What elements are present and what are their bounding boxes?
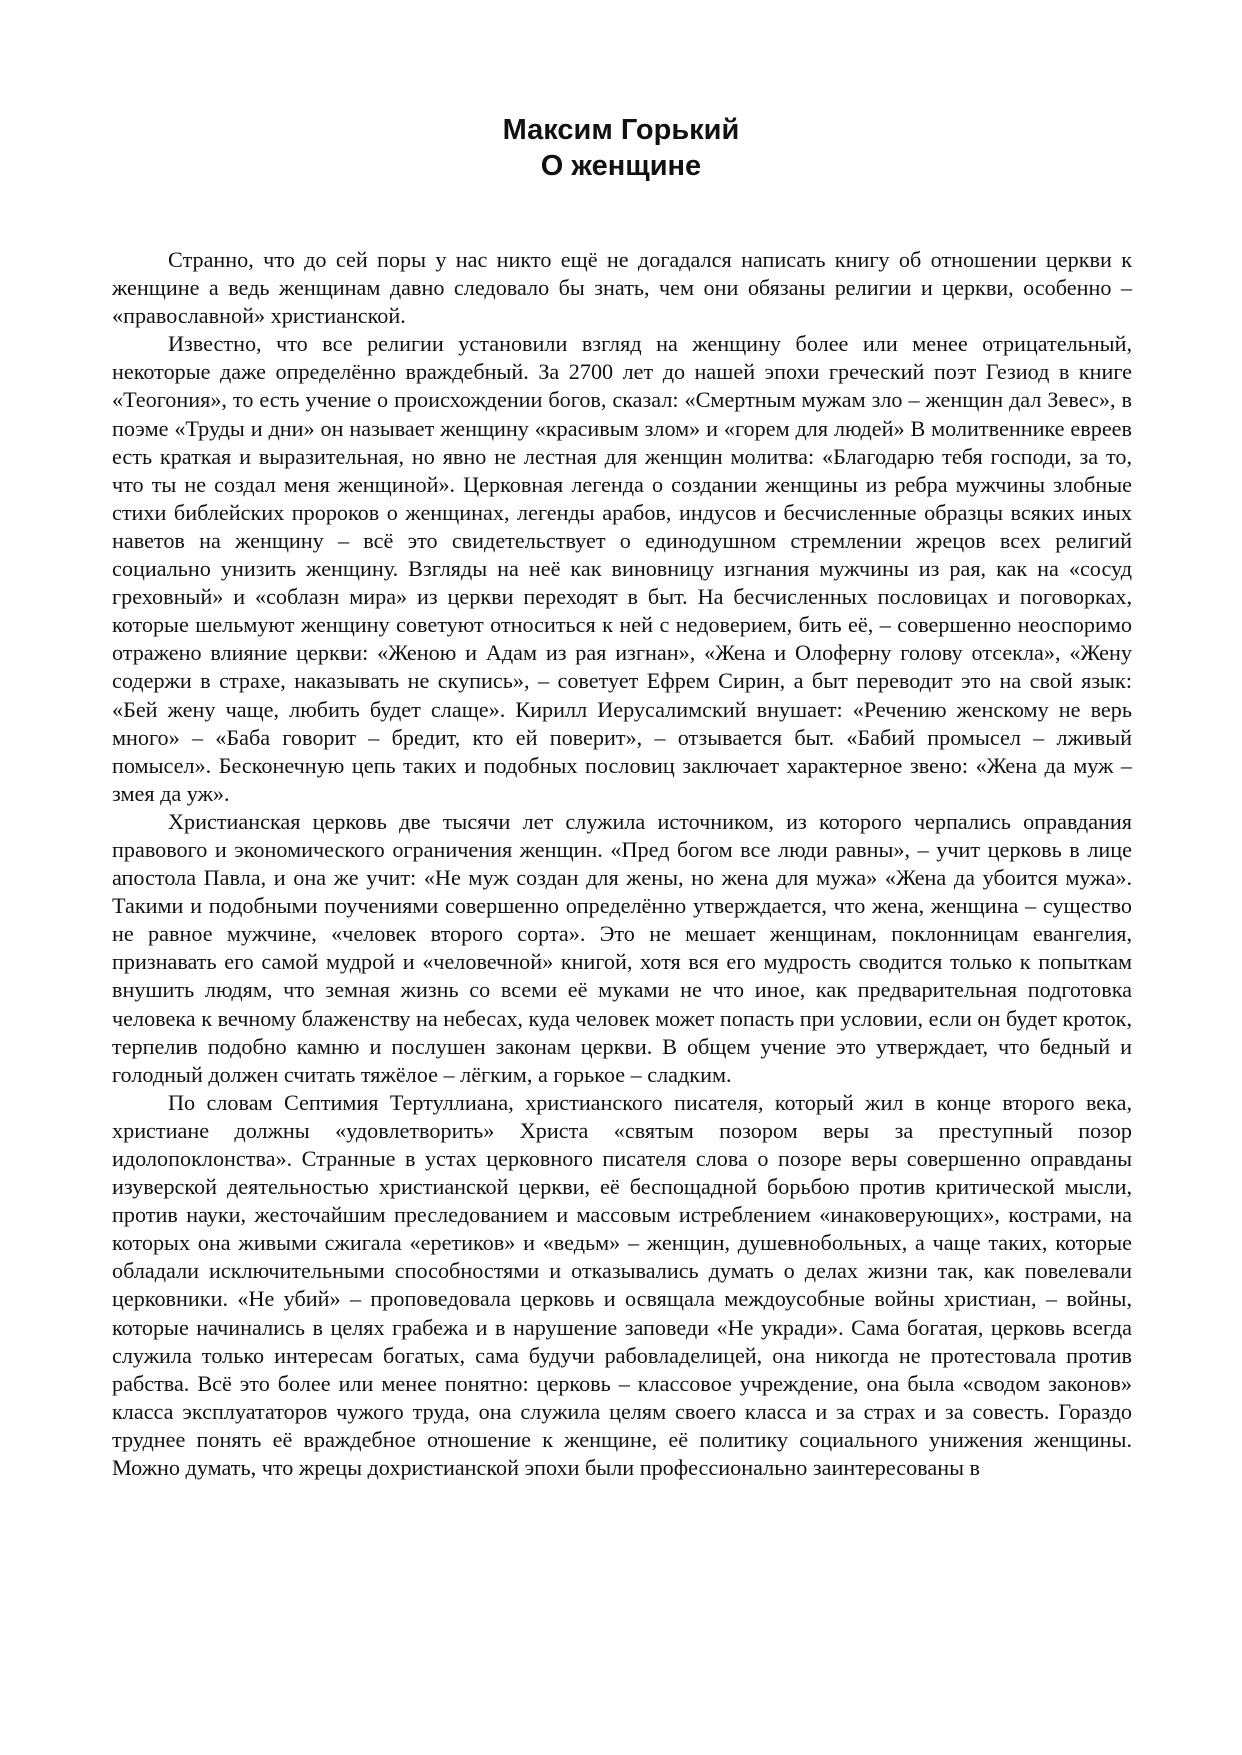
paragraph: Христианская церковь две тысячи лет служила источником, из которого черпались оправдания правового и экономического ограничения женщин. «Пред богом все люди равны», – учит церковь в лице апостола Павла, и она же учит: «Не муж создан для жены, но жена для мужа» «Жена да убоится мужа». Такими и подобными поучениями совершенно определённо утверждается, что жена, женщина – существо не равное мужчине, «человек второго сорта». Это не мешает женщинам, поклонницам евангелия, признавать его самой мудрой и «человечной» книгой, хотя вся его мудрость сводится только к попыткам внушить людям, что земная жизнь со всеми её муками не что иное, как предварительная подготовка человека к вечному блаженству на небесах, куда человек может попасть при условии, если он будет кроток, терпелив подобно камню и послушен законам церкви. В общем учение это утверждает, что бедный и голодный должен считать тяжёлое – лёгким, а горькое – сладким.: [112, 808, 1132, 1087]
paragraph: По словам Септимия Тертуллиана, христианского писателя, который жил в конце второго века, христиане должны «удовлетворить» Христа «святым позором веры за преступный позор идолопоклонства». Странные в устах церковного писателя слова о позоре веры совершенно оправданы изуверской деятельностью христианской церкви, её беспощадной борьбою против критической мысли, против науки, жесточайшим преследованием и массовым истреблением «инаковерующих», кострами, на которых она живыми сжигала «еретиков» и «ведьм» – женщин, душевнобольных, а чаще таких, которые обладали исключительными способностями и отказывались думать о делах жизни так, как повелевали церковники. «Не убий» – проповедовала церковь и освящала междоусобные войны христиан, – войны, которые начинались в целях грабежа и в нарушение заповеди «Не укради». Сама богатая, церковь всегда служила только интересам богатых, сама будучи рабовладелицей, она никогда не протестовала против рабства. Всё это более или менее понятно: церковь – классовое учреждение, она была «сводом законов» класса эксплуататоров чужого труда, она служила целям своего класса и за страх и за совесть. Гораздо труднее понять её враждебное отношение к женщине, её политику социального унижения женщины. Можно думать, что жрецы дохристианской эпохи были профессионально заинтересованы в: [112, 1089, 1132, 1481]
document-title: О женщине: [540, 150, 702, 182]
title-block: [0, 112, 1242, 184]
body-text: [112, 246, 1132, 1482]
paragraph: Странно, что до сей поры у нас никто ещё не догадался написать книгу об отношении церкви к женщине а ведь женщинам давно следовало бы знать, чем они обязаны религии и церкви, особенно – «православной» христианской.: [112, 247, 1132, 329]
paragraph: Известно, что все религии установили взгляд на женщину более или менее отрицательный, некоторые даже определённо враждебный. За 2700 лет до нашей эпохи греческий поэт Гезиод в книге «Теогония», то есть учение о происхождении богов, сказал: «Смертным мужам зло – женщин дал Зевес», в поэме «Труды и дни» он называет женщину «красивым злом» и «горем для людей» В молитвеннике евреев есть краткая и выразительная, но явно не лестная для женщин молитва: «Благодарю тебя господи, за то, что ты не создал меня женщиной». Церковная легенда о создании женщины из ребра мужчины злобные стихи библейских пророков о женщинах, легенды арабов, индусов и бесчисленные образцы всяких иных наветов на женщину – всё это свидетельствует о единодушном стремлении жрецов всех религий социально унизить женщину. Взгляды на неё как виновницу изгнания мужчины из рая, как на «сосуд греховный» и «соблазн мира» из церкви переходят в быт. На бесчисленных пословицах и поговорках, которые шельмуют женщину советуют относиться к ней с недоверием, бить её, – совершенно неоспоримо отражено влияние церкви: «Женою и Адам из рая изгнан», «Жена и Олоферну голову отсекла», «Жену содержи в страхе, наказывать не скупись», – советует Ефрем Сирин, а быт переводит это на свой язык: «Бей жену чаще, любить будет слаще». Кирилл Иерусалимский внушает: «Речению женскому не верь много» – «Баба говорит – бредит, кто ей поверит», – отзывается быт. «Бабий промысел – лживый помысел». Бесконечную цепь таких и подобных пословиц заключает характерное звено: «Жена да муж – змея да уж».: [112, 331, 1132, 806]
author-name: Максим Горький: [502, 114, 740, 146]
